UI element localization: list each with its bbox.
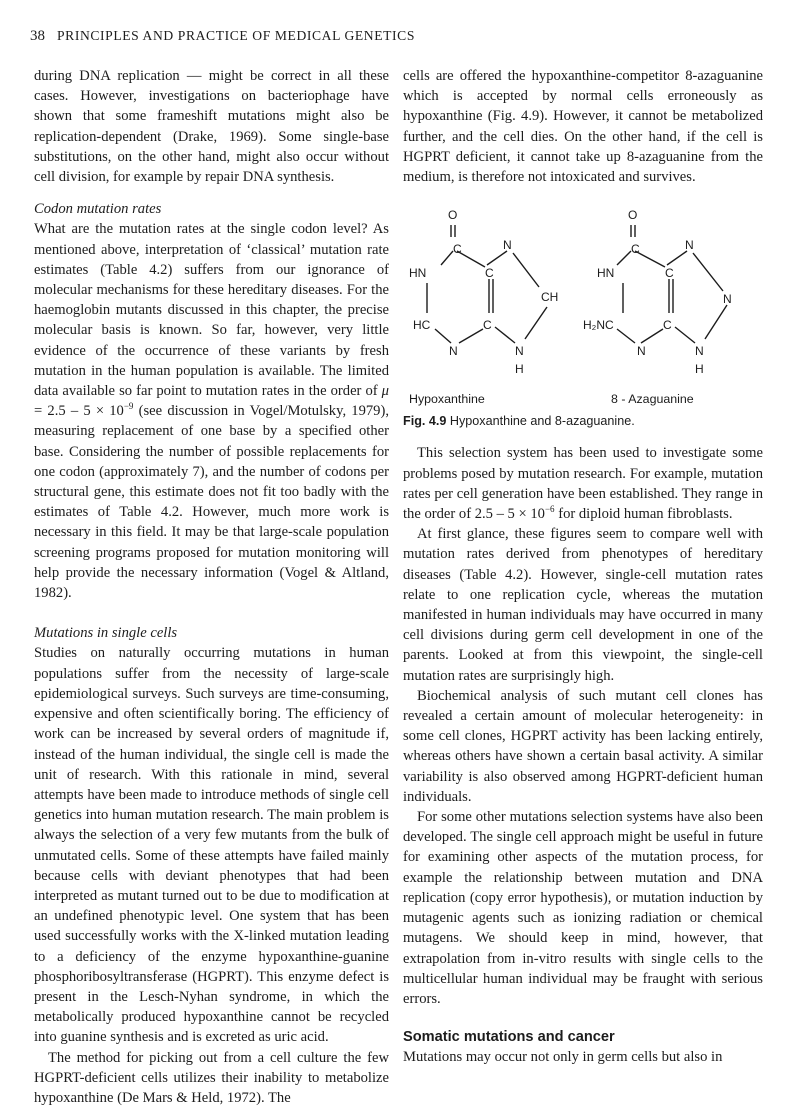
chemical-structures-diagram [403,195,763,407]
exponent: −6 [544,504,555,515]
running-title: PRINCIPLES AND PRACTICE OF MEDICAL GENETICS [57,28,415,43]
hypoxanthine-label: Hypoxanthine [409,392,485,407]
atom-label: HN [597,266,615,281]
atom-label: O [628,208,638,223]
figure-label: Fig. 4.9 [403,414,447,429]
atom-label: HC [413,318,431,333]
atom-label: C [665,266,674,281]
left-paragraph-4: The method for picking out from a cell culture the few HGPRT-deficient cells utilizes their inability to metabolize hypoxanthine (De Mars & Held, 1972). The [34,1049,389,1106]
section-heading-somatic-mutations: Somatic mutations and cancer [403,1029,615,1046]
atom-label: CH [541,290,559,305]
left-paragraph-1: during DNA replication — might be correct in all these cases. However, investigations on bacteriophage have shown that some frameshift mutations might also be replication-dependent (Drake, 1969). Some single-base substitutions, on the other hand, might also occur without cell division, for example by repair DNA synthesis. [34,68,389,186]
right-paragraph-3: At first glance, these figures seem to compare well with mutation rates derived from phenotypes of hereditary diseases (Table 4.2). However, single-cell mutation rates relate to one replication cycle, whereas the mutation manifested in human individuals may have occurred in many cell divisions during germ cell development in one of the parents. Looked at from this viewpoint, the single-cell mutation rates are surprisingly high. [403,526,763,684]
subheading-codon-mutation-rates: Codon mutation rates [34,201,162,218]
atom-label: N [449,344,458,359]
azaguanine-label: 8 - Azaguanine [611,392,694,407]
atom-label: N [723,292,732,307]
atom-label: N [503,238,512,253]
atom-label: N [685,238,694,253]
figure-caption [403,411,763,431]
left-paragraph-2: What are the mutation rates at the single codon level? As mentioned above, interpretation of ‘classical’ mutation rate estimates (Table 4.2) suffers from our ignorance of molecular mechanisms for these hereditary diseases. For the haemoglobin mutants discussed in this chapter, the precise molecular basis is known. So far, however, very little evidence of the occurrence of these variants by fresh mutation in the human population is available. The limited data available so far point to mutation rates in the order of $\mu = 2.5 - 5 \times 10^{-9}$ (see discussion in Vogel/Motulsky, 1979), measuring replacement of one base by a specified other base. Considering the number of possible replacements for one codon (approximately 7), and the number of codons per structural gene, this estimate does not fit too badly with the estimates of Table 4.2. However, much more work is necessary in this field. It may be that large-scale population screening programs proposed for mutation monitoring will help provide the necessary information (Vogel & Altland, 1982). [34,221,389,602]
figure-caption-text: Hypoxanthine and 8-azaguanine. [449,414,635,429]
page-number: 38 [30,28,45,44]
left-column [34,66,389,1108]
atom-label: HN [409,266,427,281]
mu-symbol: μ [381,383,389,400]
atom-label: O [448,208,458,223]
atom-label: C [485,266,494,281]
figure-4-9 [403,195,763,407]
right-paragraph-2: This selection system has been used to investigate some problems posed by mutation research. For example, mutation rates per cell generation have been established. They range in the order of $2.5 - 5 \times 10^{-6}$ for diploid human fibroblasts. [403,445,763,523]
atom-label: C [483,318,492,333]
atom-label: N [637,344,646,359]
right-paragraph-6: Mutations may occur not only in germ cells but also in [403,1049,723,1066]
right-paragraph-5: For some other mutations selection systems have also been developed. The single cell approach might be useful in future for examining other aspects of the mutation process, for example the relationship between mutation and DNA replication (copy error hypothesis), or mutation induction by mutagenic agents such as ionizing radiation or chemical mutagens. We should keep in mind, however, that extrapolation from in-vitro results with single cells to the multicellular human individual may be fraught with serious errors. [403,809,763,1007]
atom-label: H₂NC [583,318,614,333]
atom-label: H [515,362,524,377]
right-column [403,66,763,1068]
atom-label: N [695,344,704,359]
atom-label: H [695,362,704,377]
left-paragraph-3: Studies on naturally occurring mutations in human populations suffer from the necessity of large-scale epidemiological surveys. Such surveys are time-consuming, expensive and often scientifically boring. The efficiency of work can be increased by several orders of magnitude if, instead of the human individual, the single cell is made the unit of research. With this rationale in mind, several attempts have been made to introduce methods of single cell genetics into human mutation research. The main problem is always the selection of a very few mutants from the bulk of unmutated cells. Some of these attempts have failed mainly because cells with deviant phenotypes that had been interpreted as mutant turned out to be due to modification at an undefined phenotypic level. One system that has been used successfully works with the X-linked mutation leading to a deficiency of the enzyme hypoxanthine-guanine phosphoribosyltransferase (HGPRT). This enzyme defect is present in the Lesch-Nyhan syndrome, in which the metabolically produced hypoxanthine cannot be recycled into guanine synthesis and is excreted as uric acid. [34,645,389,1046]
atom-label: C [453,242,462,257]
exponent: −9 [123,401,134,412]
running-head [30,28,415,45]
atom-label: C [663,318,672,333]
atom-label: C [631,242,640,257]
atom-label: N [515,344,524,359]
right-paragraph-1: cells are offered the hypoxanthine-competitor 8-azaguanine which is accepted by normal cells erroneously as hypoxanthine (Fig. 4.9). However, it cannot be metabolized further, and the cell dies. On the other hand, if the cell is HGPRT deficient, it cannot take up 8-azaguanine from the medium, is therefore not intoxicated and survives. [403,68,763,186]
subheading-mutations-single-cells: Mutations in single cells [34,625,178,642]
right-paragraph-4: Biochemical analysis of such mutant cell clones has revealed a certain amount of molecular heterogeneity: in some cell clones, HGPRT activity has been lacking entirely, whereas others have shown a certain basal activity. A similar variability is also observed among HGPRT-deficient human individuals. [403,687,763,805]
